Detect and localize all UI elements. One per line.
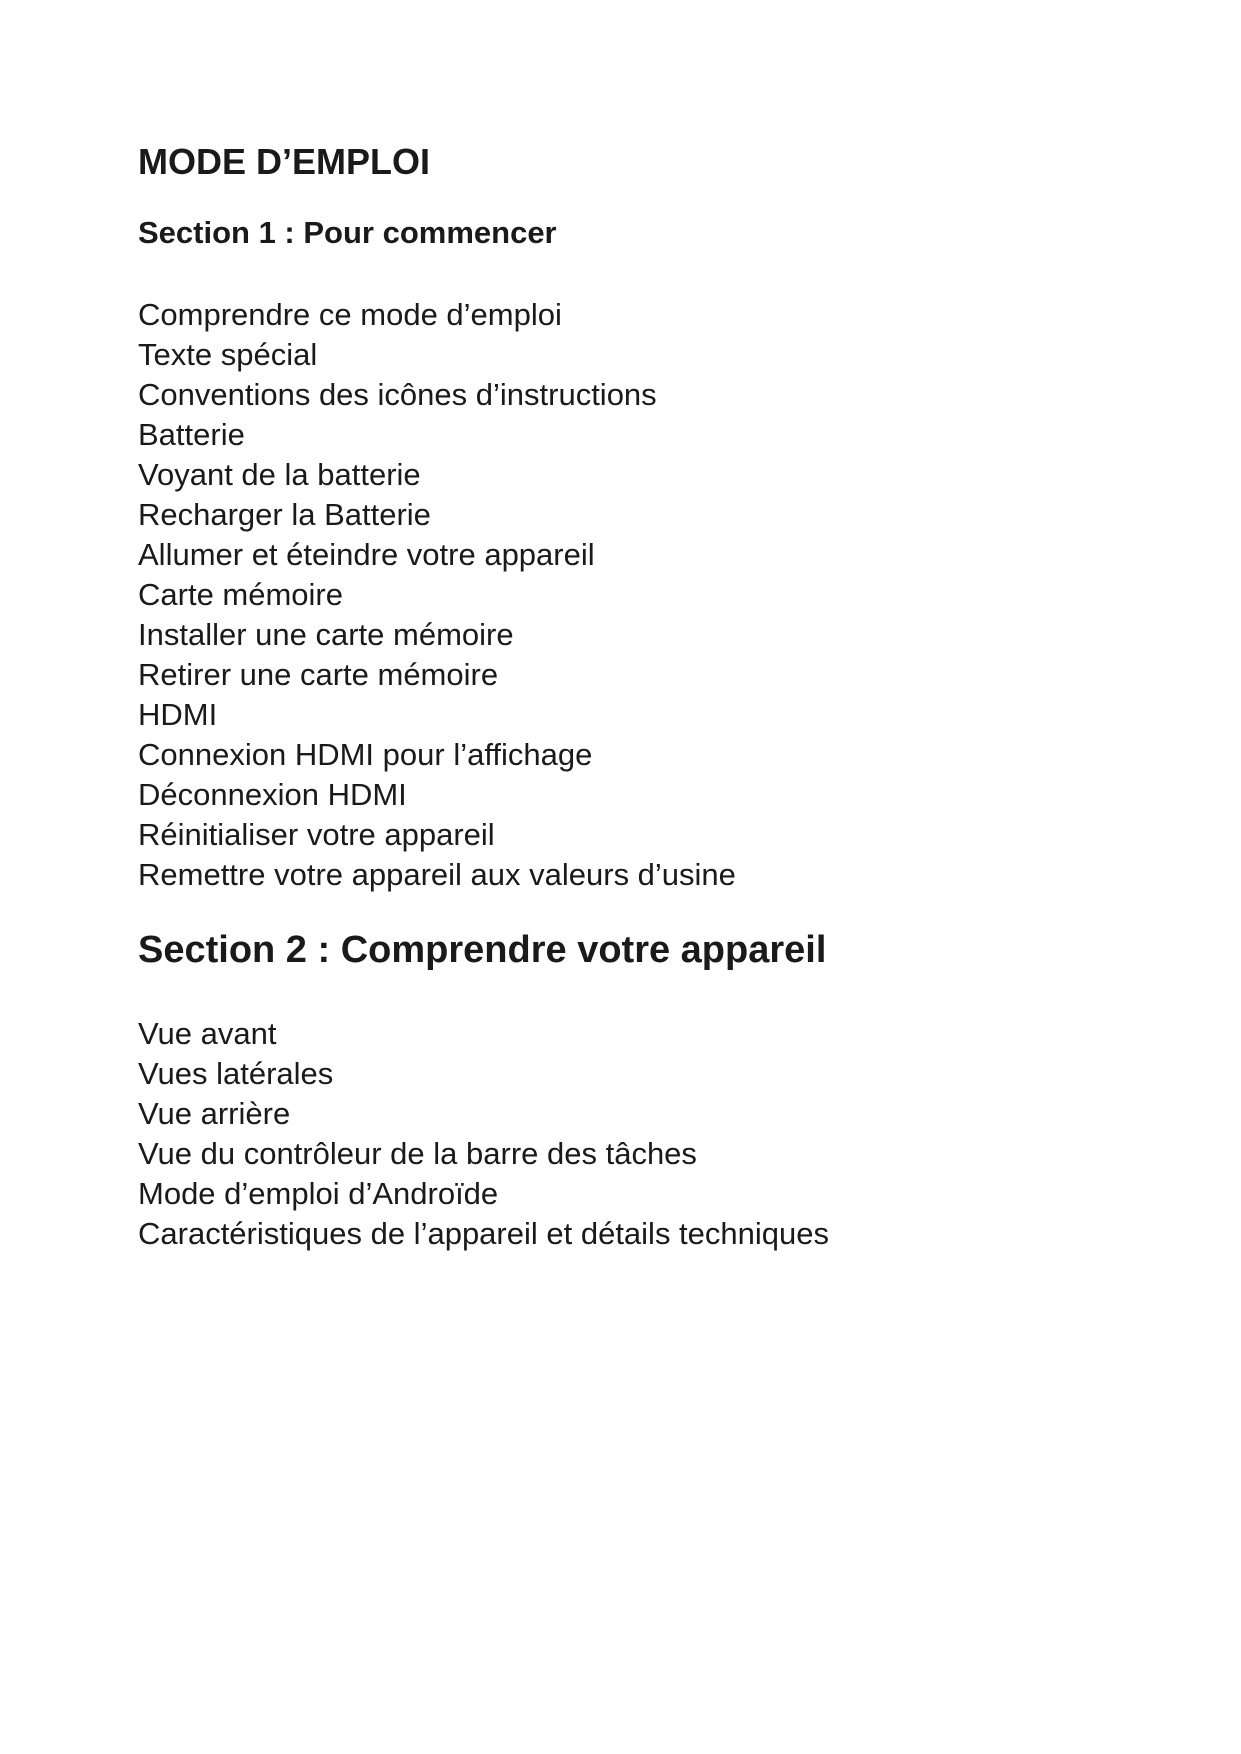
manual-page [138, 140, 1138, 1254]
list-item: Installer une carte mémoire [138, 617, 514, 653]
list-item: Allumer et éteindre votre appareil [138, 537, 595, 573]
list-item: Remettre votre appareil aux valeurs d’usine [138, 857, 736, 893]
list-item: Déconnexion HDMI [138, 777, 407, 813]
list-item: Mode d’emploi d’Androïde [138, 1175, 499, 1211]
list-item: Retirer une carte mémoire [138, 657, 499, 693]
list-item: Vues latérales [138, 1055, 334, 1091]
list-item: Vue avant [138, 1015, 277, 1051]
list-item: Carte mémoire [138, 577, 343, 613]
list-item: Texte spécial [138, 337, 318, 373]
list-item: Batterie [138, 417, 245, 453]
section-1 [138, 214, 1138, 895]
list-item: Vue du contrôleur de la barre des tâches [138, 1135, 697, 1171]
document-title: MODE D’EMPLOI [138, 141, 431, 182]
list-item: Voyant de la batterie [138, 457, 421, 493]
section-2 [138, 928, 1138, 1254]
list-item: Recharger la Batterie [138, 497, 431, 533]
section-2-heading: Section 2 : Comprendre votre appareil [138, 929, 827, 972]
list-item: Vue arrière [138, 1095, 291, 1131]
section-1-list [138, 295, 1138, 895]
list-item: Connexion HDMI pour l’affichage [138, 737, 593, 773]
list-item: Comprendre ce mode d’emploi [138, 297, 562, 333]
list-item: HDMI [138, 697, 218, 733]
list-item: Caractéristiques de l’appareil et détails techniques [138, 1215, 830, 1251]
section-1-heading: Section 1 : Pour commencer [138, 215, 557, 251]
section-2-list [138, 1014, 1138, 1254]
list-item: Conventions des icônes d’instructions [138, 377, 657, 413]
list-item: Réinitialiser votre appareil [138, 817, 495, 853]
